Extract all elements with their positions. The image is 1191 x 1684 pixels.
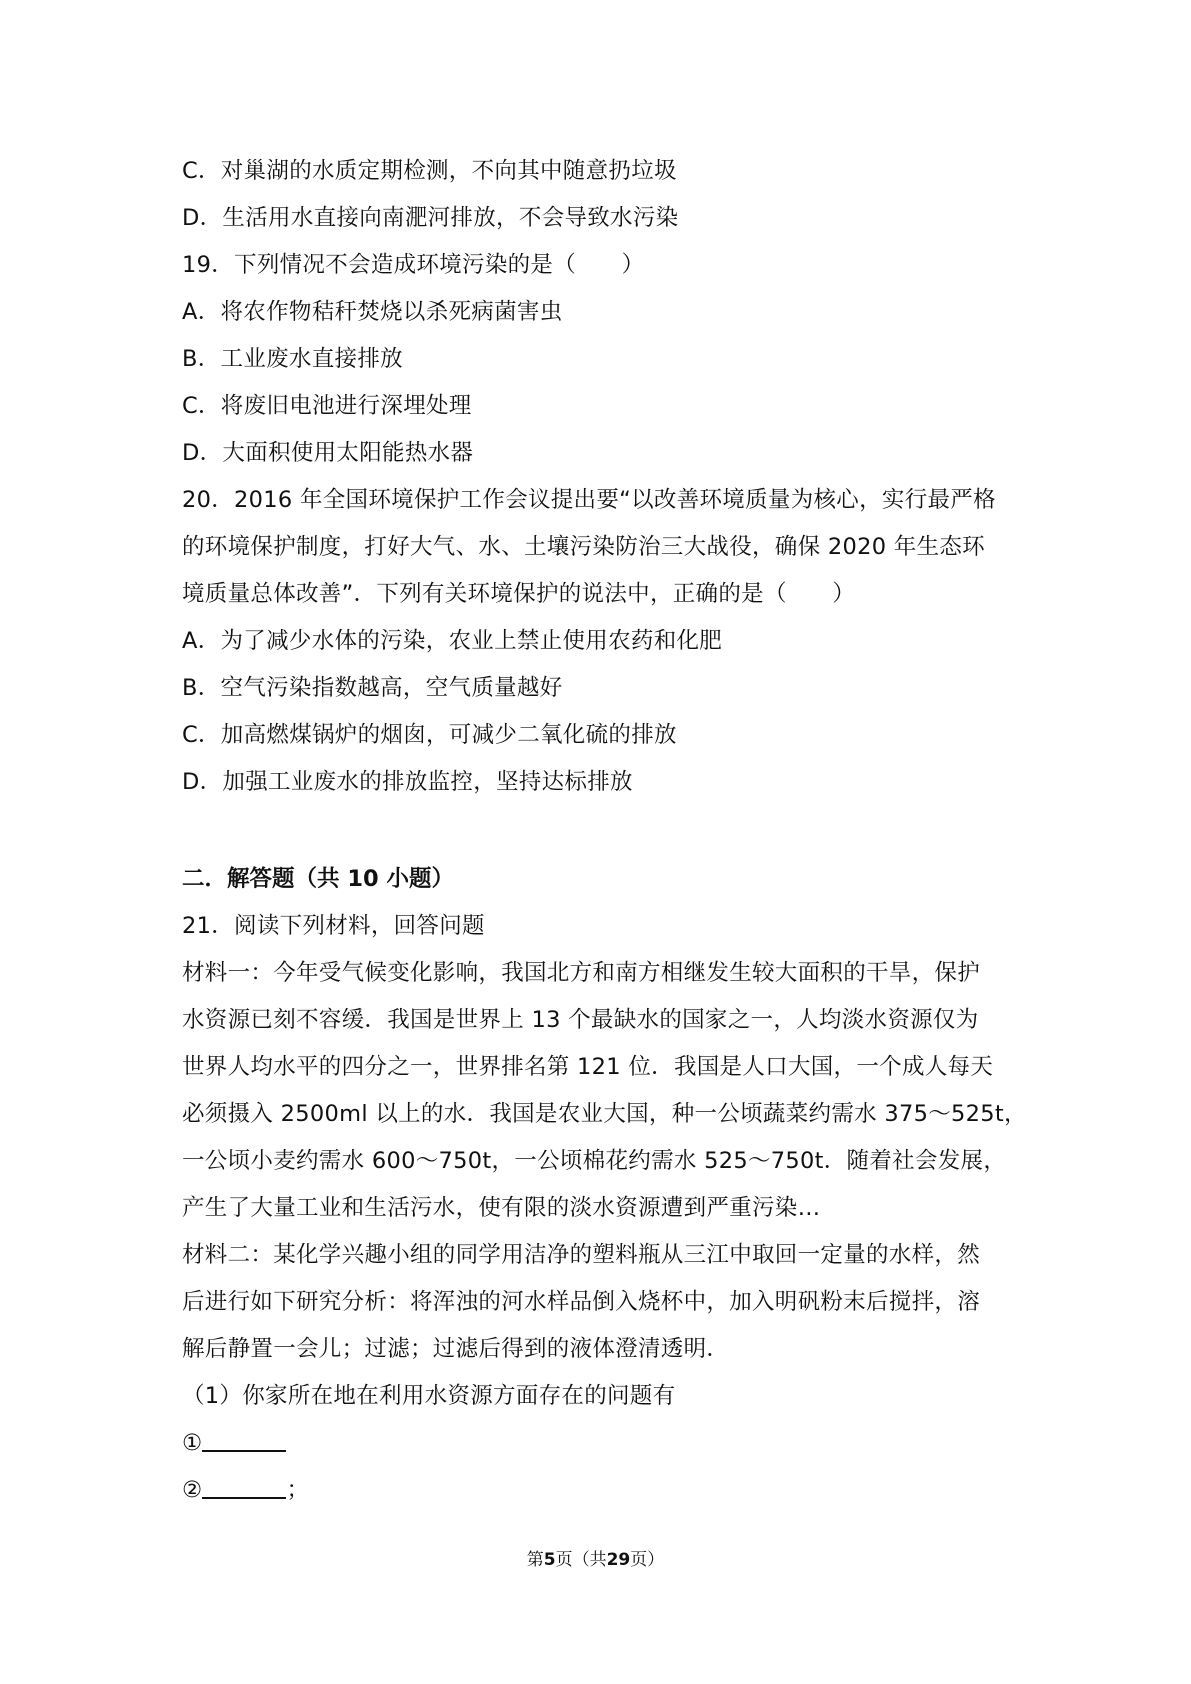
blank-1-label: ① (182, 1430, 203, 1456)
question-20-line-3: 境质量总体改善”．下列有关环境保护的说法中，正确的是（ ） (182, 581, 856, 607)
answer-blank-2-row (182, 1467, 1022, 1514)
question-20-line-1: 20．2016 年全国环境保护工作会议提出要“以改善环境质量为核心，实行最严格 (182, 487, 996, 513)
page-footer (0, 1545, 1191, 1570)
question-21: 21．阅读下列材料，回答问题 (182, 913, 485, 939)
option-c-q20: C．加高燃煤锅炉的烟囱，可减少二氧化硫的排放 (182, 722, 677, 748)
material-2-line-2: 后进行如下研究分析：将浑浊的河水样品倒入烧杯中，加入明矾粉末后搅拌，溶 (182, 1289, 981, 1315)
option-d-q19: D．大面积使用太阳能热水器 (182, 440, 474, 466)
question-19: 19．下列情况不会造成环境污染的是（ ） (182, 252, 645, 278)
option-d-q20: D．加强工业废水的排放监控，坚持达标排放 (182, 769, 633, 795)
option-a-q19: A．将农作物秸秆焚烧以杀死病菌害虫 (182, 299, 563, 325)
footer-total-pages: 29 (606, 1550, 631, 1570)
option-a-q20: A．为了减少水体的污染，农业上禁止使用农药和化肥 (182, 628, 723, 654)
material-2-line-1: 材料二：某化学兴趣小组的同学用洁净的塑料瓶从三江中取回一定量的水样，然 (182, 1242, 981, 1268)
answer-blank-1[interactable] (202, 1428, 286, 1452)
option-d-q18: D．生活用水直接向南淝河排放，不会导致水污染 (182, 205, 679, 231)
option-b-q20: B．空气污染指数越高，空气质量越好 (182, 675, 563, 701)
footer-middle: 页（共 (555, 1550, 607, 1570)
option-c-q18: C．对巢湖的水质定期检测，不向其中随意扔垃圾 (182, 158, 677, 184)
sub-question-1: （1）你家所在地在利用水资源方面存在的问题有 (182, 1383, 676, 1409)
footer-suffix: 页） (630, 1550, 665, 1570)
material-1-line-5: 一公顷小麦约需水 600～750t，一公顷棉花约需水 525～750t．随着社会发展， (182, 1148, 1007, 1174)
footer-prefix: 第 (526, 1550, 544, 1570)
material-1-line-1: 材料一：今年受气候变化影响，我国北方和南方相继发生较大面积的干旱，保护 (182, 960, 981, 986)
question-20-line-2: 的环境保护制度，打好大气、水、土壤污染防治三大战役，确保 2020 年生态环 (182, 534, 985, 560)
option-c-q19: C．将废旧电池进行深埋处理 (182, 393, 472, 419)
section-title: 二．解答题（共 10 小题） (182, 866, 454, 892)
material-1-line-4: 必须摄入 2500ml 以上的水．我国是农业大国，种一公顷蔬菜约需水 375～525t， (182, 1101, 1027, 1127)
page-content (182, 148, 1027, 1514)
footer-page-number: 5 (543, 1550, 556, 1570)
answer-blank-2[interactable] (202, 1475, 286, 1499)
material-2-line-3: 解后静置一会儿；过滤；过滤后得到的液体澄清透明． (182, 1336, 730, 1362)
material-1-line-6: 产生了大量工业和生活污水，使有限的淡水资源遭到严重污染… (182, 1195, 821, 1221)
option-b-q19: B．工业废水直接排放 (182, 346, 403, 372)
material-1-line-2: 水资源已刻不容缓．我国是世界上 13 个最缺水的国家之一，人均淡水资源仅为 (182, 1007, 979, 1033)
blank-2-suffix: ； (286, 1477, 310, 1503)
material-1-line-3: 世界人均水平的四分之一，世界排名第 121 位．我国是人口大国，一个成人每天 (182, 1054, 994, 1080)
blank-2-label: ② (182, 1477, 203, 1503)
answer-blank-1-row (182, 1420, 1022, 1467)
section-gap (182, 806, 1022, 856)
